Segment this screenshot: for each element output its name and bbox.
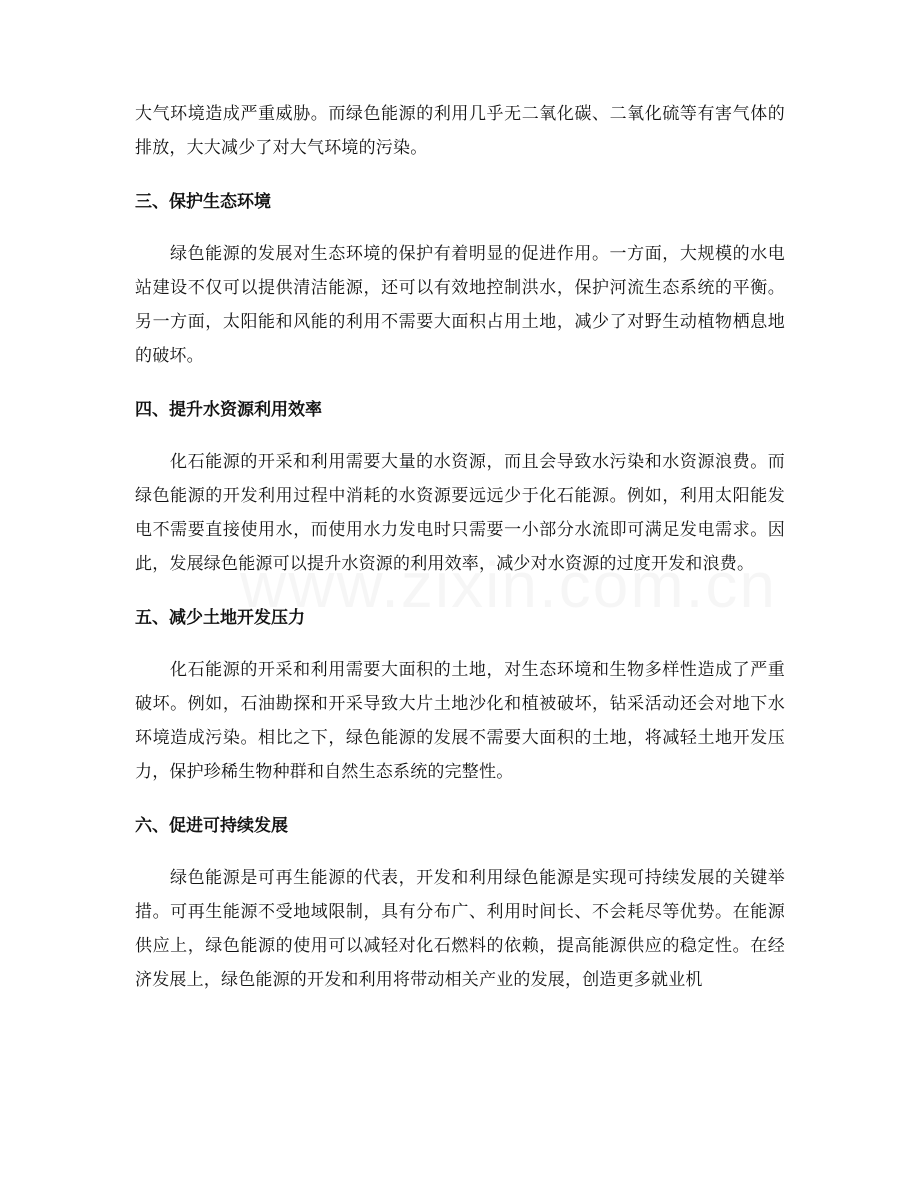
spacer (135, 635, 785, 653)
section-heading-4: 四、提升水资源利用效率 (135, 400, 322, 420)
section-heading-5: 五、减少土地开发压力 (135, 608, 305, 628)
paragraph-continued: 大气环境造成严重威胁。而绿色能源的利用几乎无二氧化碳、二氧化硫等有害气体的排放，大大减少了对大气环境的污染。 (135, 104, 785, 158)
spacer (135, 219, 785, 237)
section-paragraph-6: 绿色能源是可再生能源的代表，开发和利用绿色能源是实现可持续发展的关键举措。可再生能源不受地域限制，具有分布广、利用时间长、不会耗尽等优势。在能源供应上，绿色能源的使用可以减轻对化石燃料的依赖，提高能源供应的稳定性。在经济发展上，绿色能源的开发和利用将带动相关产业的发展，创造更多就业机 (135, 868, 785, 990)
section-paragraph-4: 化石能源的开采和利用需要大量的水资源，而且会导致水污染和水资源浪费。而绿色能源的开发利用过程中消耗的水资源要远远少于化石能源。例如，利用太阳能发电不需要直接使用水，而使用水力发电时只需要一小部分水流即可满足发电需求。因此，发展绿色能源可以提升水资源的利用效率，减少对水资源的过度开发和浪费。 (135, 452, 785, 574)
spacer (135, 373, 785, 393)
spacer (135, 843, 785, 861)
section-heading-3: 三、保护生态环境 (135, 192, 271, 212)
spacer (135, 581, 785, 601)
section-paragraph-5: 化石能源的开采和利用需要大面积的土地，对生态环境和生物多样性造成了严重破坏。例如，石油勘探和开采导致大片土地沙化和植被破坏，钻采活动还会对地下水环境造成污染。相比之下，绿色能源的发展不需要大面积的土地，将减轻土地开发压力，保护珍稀生物种群和自然生态系统的完整性。 (135, 660, 785, 782)
spacer (135, 789, 785, 809)
section-paragraph-3: 绿色能源的发展对生态环境的保护有着明显的促进作用。一方面，大规模的水电站建设不仅可以提供清洁能源，还可以有效地控制洪水，保护河流生态系统的平衡。另一方面，太阳能和风能的利用不需要大面积占用土地，减少了对野生动植物栖息地的破坏。 (135, 244, 785, 366)
spacer (135, 165, 785, 185)
spacer (135, 427, 785, 445)
section-heading-6: 六、促进可持续发展 (135, 816, 288, 836)
